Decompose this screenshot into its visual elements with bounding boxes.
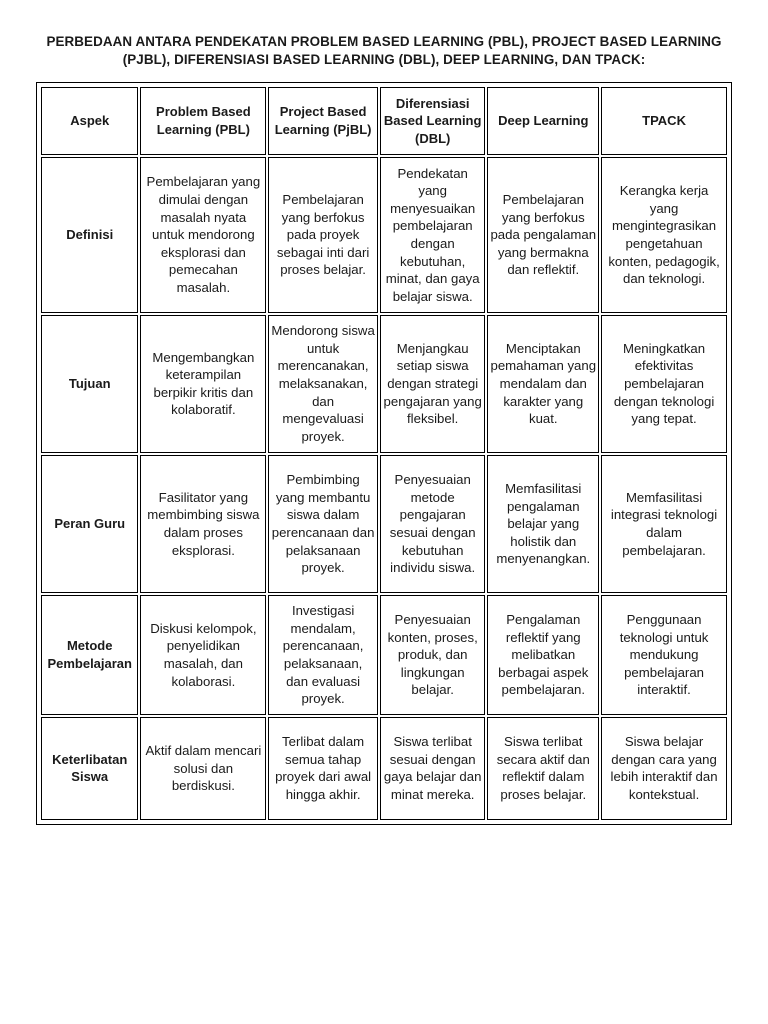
table-cell: Diskusi kelompok, penyelidikan masalah, dan kolaborasi.	[140, 595, 266, 714]
table-cell: Penyesuaian konten, proses, produk, dan lingkungan belajar.	[380, 595, 486, 714]
header-pbl: Problem Based Learning (PBL)	[140, 87, 266, 155]
table-cell: Memfasilitasi integrasi teknologi dalam pembelajaran.	[601, 455, 727, 594]
header-tpack: TPACK	[601, 87, 727, 155]
table-cell: Fasilitator yang membimbing siswa dalam proses eksplorasi.	[140, 455, 266, 594]
aspect-cell: Metode Pembelajaran	[41, 595, 138, 714]
aspect-cell: Tujuan	[41, 315, 138, 453]
table-cell: Aktif dalam mencari solusi dan berdiskusi.	[140, 717, 266, 820]
table-row	[41, 315, 727, 453]
comparison-table-frame	[36, 82, 732, 825]
table-row	[41, 595, 727, 714]
table-cell: Siswa terlibat sesuai dengan gaya belajar dan minat mereka.	[380, 717, 486, 820]
table-cell: Memfasilitasi pengalaman belajar yang holistik dan menyenangkan.	[487, 455, 599, 594]
table-row	[41, 717, 727, 820]
table-cell: Pengalaman reflektif yang melibatkan berbagai aspek pembelajaran.	[487, 595, 599, 714]
table-cell: Kerangka kerja yang mengintegrasikan pengetahuan konten, pedagogik, dan teknologi.	[601, 157, 727, 313]
header-dbl: Diferensiasi Based Learning (DBL)	[380, 87, 486, 155]
table-row	[41, 455, 727, 594]
table-cell: Siswa belajar dengan cara yang lebih interaktif dan kontekstual.	[601, 717, 727, 820]
table-cell: Mendorong siswa untuk merencanakan, melaksanakan, dan mengevaluasi proyek.	[268, 315, 378, 453]
table-cell: Pembelajaran yang berfokus pada proyek sebagai inti dari proses belajar.	[268, 157, 378, 313]
comparison-table	[39, 85, 729, 822]
table-cell: Pembelajaran yang berfokus pada pengalaman yang bermakna dan reflektif.	[487, 157, 599, 313]
table-cell: Menjangkau setiap siswa dengan strategi pengajaran yang fleksibel.	[380, 315, 486, 453]
table-row	[41, 157, 727, 313]
table-cell: Investigasi mendalam, perencanaan, pelaksanaan, dan evaluasi proyek.	[268, 595, 378, 714]
table-cell: Siswa terlibat secara aktif dan reflektif dalam proses belajar.	[487, 717, 599, 820]
table-cell: Pembelajaran yang dimulai dengan masalah nyata untuk mendorong eksplorasi dan pemecahan masalah.	[140, 157, 266, 313]
aspect-cell: Definisi	[41, 157, 138, 313]
aspect-cell: Peran Guru	[41, 455, 138, 594]
table-header-row	[41, 87, 727, 155]
aspect-cell: Keterlibatan Siswa	[41, 717, 138, 820]
table-cell: Pembimbing yang membantu siswa dalam perencanaan dan pelaksanaan proyek.	[268, 455, 378, 594]
table-cell: Penggunaan teknologi untuk mendukung pembelajaran interaktif.	[601, 595, 727, 714]
header-deep-learning: Deep Learning	[487, 87, 599, 155]
table-cell: Meningkatkan efektivitas pembelajaran dengan teknologi yang tepat.	[601, 315, 727, 453]
table-cell: Penyesuaian metode pengajaran sesuai dengan kebutuhan individu siswa.	[380, 455, 486, 594]
table-cell: Terlibat dalam semua tahap proyek dari awal hingga akhir.	[268, 717, 378, 820]
table-cell: Pendekatan yang menyesuaikan pembelajaran dengan kebutuhan, minat, dan gaya belajar siswa.	[380, 157, 486, 313]
header-pjbl: Project Based Learning (PjBL)	[268, 87, 378, 155]
table-cell: Mengembangkan keterampilan berpikir kritis dan kolaboratif.	[140, 315, 266, 453]
header-aspek: Aspek	[41, 87, 138, 155]
table-cell: Menciptakan pemahaman yang mendalam dan karakter yang kuat.	[487, 315, 599, 453]
document-title: PERBEDAAN ANTARA PENDEKATAN PROBLEM BASED LEARNING (PBL), PROJECT BASED LEARNING (PJBL), DIFERENSIASI BASED LEARNING (DBL), DEEP LEARNING, DAN TPACK:	[46, 34, 722, 67]
